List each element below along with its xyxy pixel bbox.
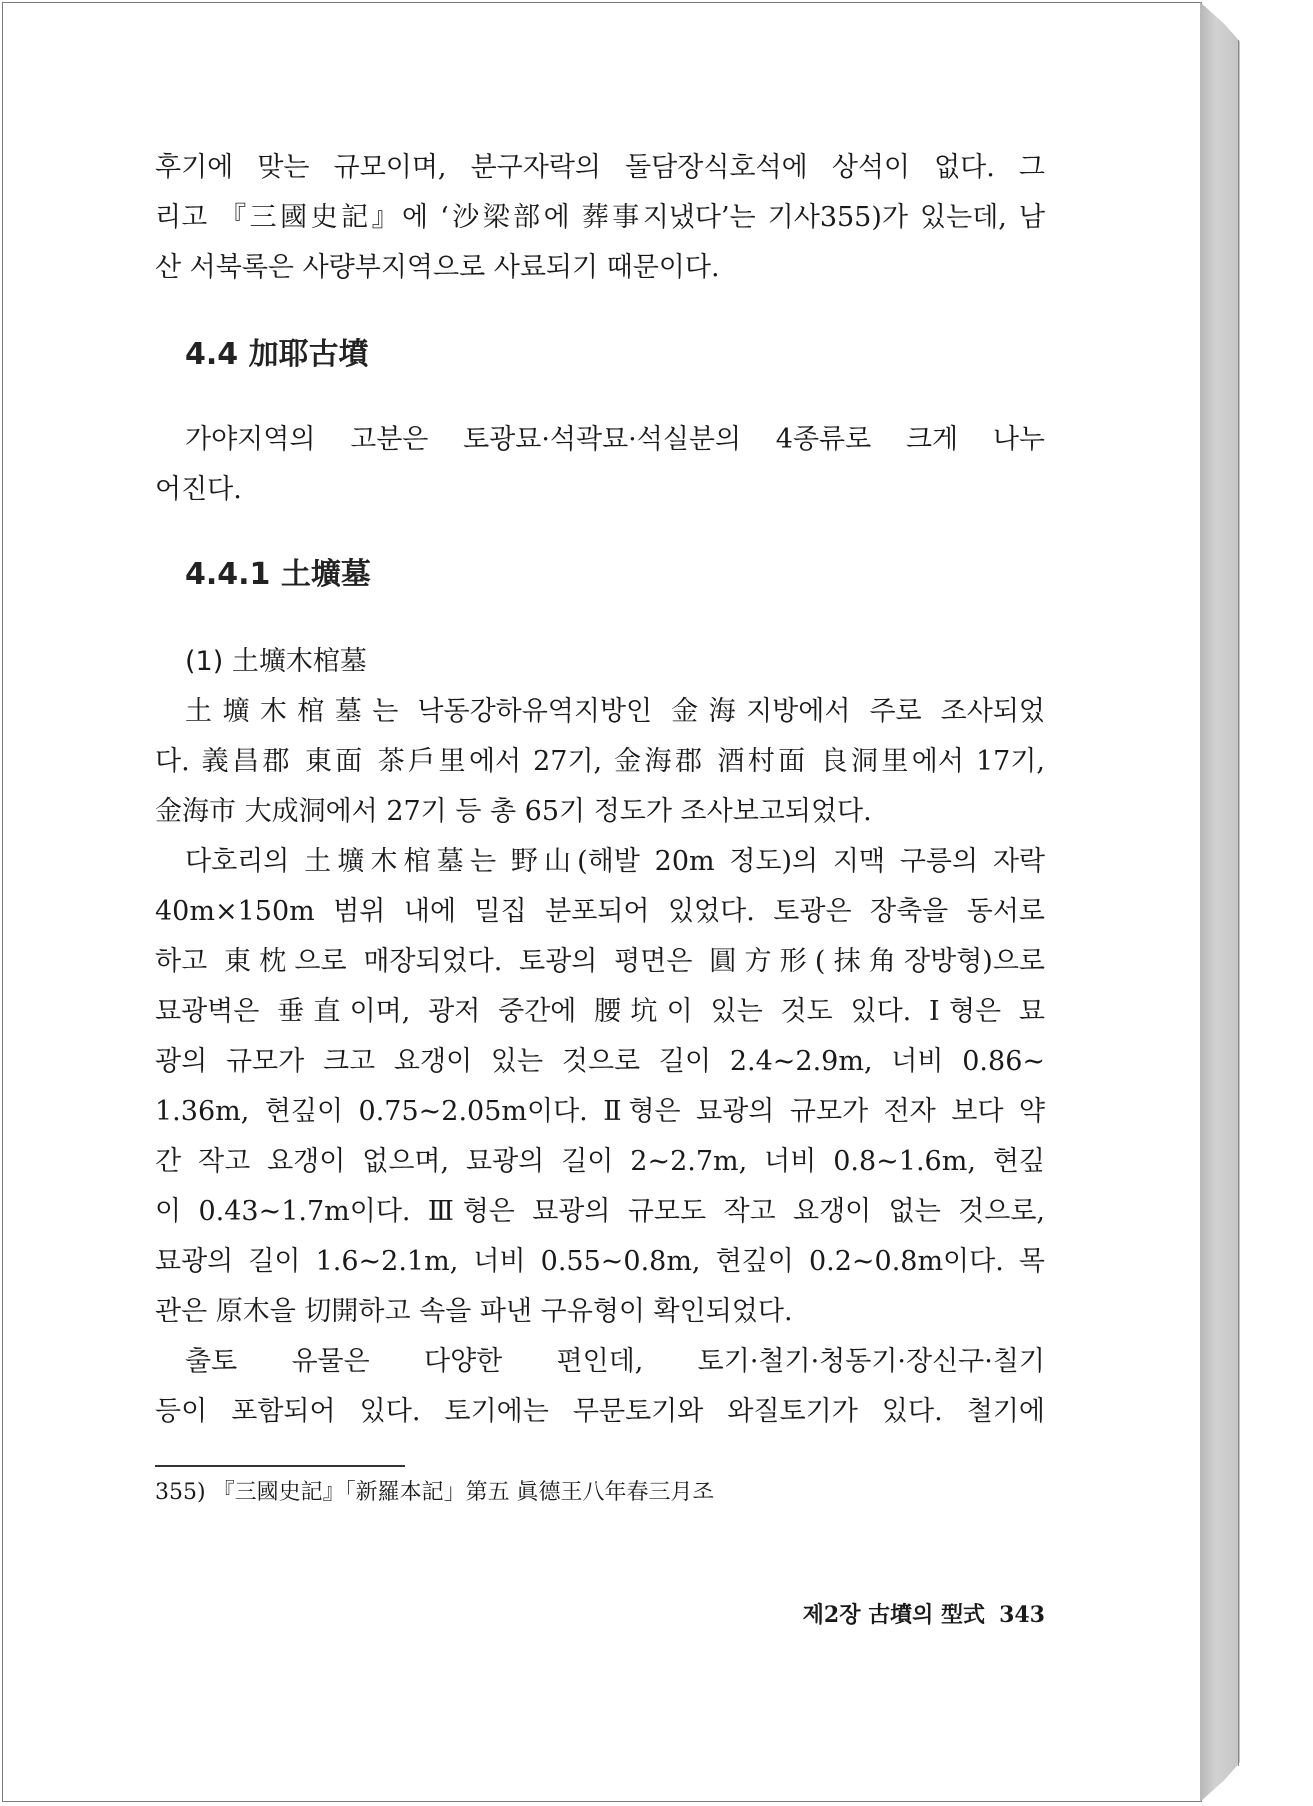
text-line: 하고 東枕으로 매장되었다. 토광의 평면은 圓方形(抹角장방형)으로: [155, 946, 1045, 977]
paragraph-4: [155, 837, 1045, 1337]
text-line: 후기에 맞는 규모이며, 분구자락의 돌담장식호석에 상석이 없다. 그: [155, 152, 1045, 183]
text-line: 리고 『三國史記』에 ‘沙梁部에 葬事지냈다’는 기사355)가 있는데, 남: [155, 202, 1045, 233]
page-edge-line: [1238, 40, 1239, 1766]
chapter-title: 제2장 古墳의 型式: [802, 1602, 986, 1628]
text-line: 다호리의 土壙木棺墓는 野山(해발 20m 정도)의 지맥 구릉의 자락: [185, 846, 1045, 877]
page-stack-edge: [1200, 2, 1240, 1802]
text-line: 출토 유물은 다양한 편인데, 토기·철기·청동기·장신구·칠기: [185, 1346, 1045, 1377]
text-line: 어진다.: [155, 474, 242, 505]
text-line: 묘광벽은 垂直이며, 광저 중간에 腰坑이 있는 것도 있다. Ⅰ형은 묘: [155, 996, 1045, 1027]
text-line: 土壙木棺墓는 낙동강하유역지방인 金海지방에서 주로 조사되었: [185, 696, 1045, 727]
text-line: 다. 義昌郡 東面 茶戶里에서 27기, 金海郡 酒村面 良洞里에서 17기,: [155, 746, 1045, 777]
subsection-heading-1: (1) 土壙木棺墓: [185, 646, 367, 677]
text-line: 광의 규모가 크고 요갱이 있는 것으로 길이 2.4~2.9m, 너비 0.86~: [155, 1046, 1045, 1077]
section-heading-4-4-1: 4.4.1 土壙墓: [185, 557, 371, 592]
text-line: 간 작고 요갱이 없으며, 묘광의 길이 2~2.7m, 너비 0.8~1.6m, 현깊: [155, 1146, 1045, 1177]
text-line: 가야지역의 고분은 토광묘·석곽묘·석실분의 4종류로 크게 나누: [185, 424, 1045, 455]
running-footer: [155, 1598, 1045, 1629]
paragraph-5: [155, 1337, 1045, 1437]
text-line: 40m×150m 범위 내에 밀집 분포되어 있었다. 토광은 장축을 동서로: [155, 896, 1045, 927]
page-content: [155, 143, 1045, 1513]
text-line: 관은 原木을 切開하고 속을 파낸 구유형이 확인되었다.: [155, 1296, 793, 1327]
paragraph-1: [155, 143, 1045, 293]
footnote-divider: [155, 1465, 405, 1467]
footnote-355: 355) 『三國史記』「新羅本記」第五 眞德王八年春三月조: [155, 1480, 714, 1505]
text-line: 1.36m, 현깊이 0.75~2.05m이다. Ⅱ형은 묘광의 규모가 전자 보다 약: [155, 1096, 1045, 1127]
section-heading-4-4: 4.4 加耶古墳: [185, 337, 369, 372]
text-line: 이 0.43~1.7m이다. Ⅲ형은 묘광의 규모도 작고 요갱이 없는 것으로,: [155, 1196, 1045, 1227]
text-line: 묘광의 길이 1.6~2.1m, 너비 0.55~0.8m, 현깊이 0.2~0.8m이다. 목: [155, 1246, 1045, 1277]
paragraph-2: [155, 415, 1045, 515]
text-line: 金海市 大成洞에서 27기 등 총 65기 정도가 조사보고되었다.: [155, 796, 872, 827]
page-number: 343: [999, 1602, 1045, 1628]
paragraph-3: [155, 687, 1045, 837]
text-line: 등이 포함되어 있다. 토기에는 무문토기와 와질토기가 있다. 철기에: [155, 1396, 1045, 1427]
text-line: 산 서북록은 사량부지역으로 사료되기 때문이다.: [155, 252, 720, 283]
